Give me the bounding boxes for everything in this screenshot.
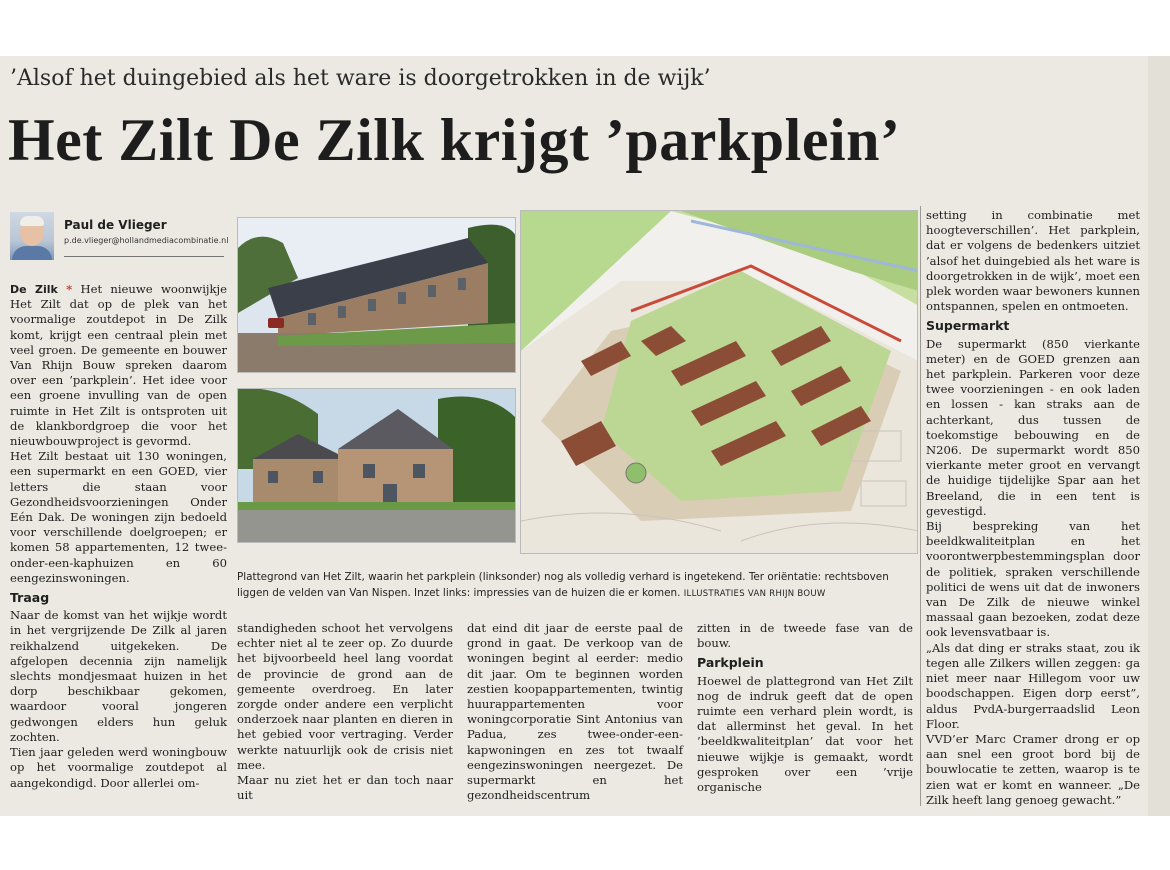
article-headline: Het Zilt De Zilk krijgt ’parkplein’ [8,107,901,173]
author-email: p.de.vlieger@hollandmediacombinatie.nl [64,236,229,245]
dateline-asterisk-icon: * [66,282,73,296]
paragraph: Maar nu ziet het er dan toch naar uit [237,773,453,803]
article-column-3 [467,621,683,803]
newspaper-page [0,56,1170,816]
paragraph: standigheden schoot het vervolgens echter niet al te zeer op. Zo duurde het bijvoorbeeld heel lang voordat de provincie de grond aan de gemeente overdroeg. En later zorgde onder andere een verplicht onderzoek naar planten en dieren in het gebied voor vertraging. Verder werkte natuurlijk ook de crisis niet mee. [237,621,453,772]
paragraph: zitten in de tweede fase van de bouw. [697,621,913,651]
paragraph: dat eind dit jaar de eerste paal de grond in gaat. De verkoop van de woningen begint al eerder: medio dit jaar. Om te beginnen worden zestien koopappartementen, twintig huurappartementen voor woningcorporatie Sint Antonius van Padua, zes twee-onder-een-kapwoningen en zes tot twaalf eengezinswoningen neergezet. De supermarkt en het gezondheidscentrum [467,621,683,803]
house-impression-photo-bottom [237,388,516,543]
paragraph: Het Zilt bestaat uit 130 woningen, een supermarkt en een GOED, vier letters die staan voor Gezondheidsvoorzieningen Onder Eén Dak. De woningen zijn bedoeld voor verschillende doelgroepen; er komen 58 appartementen, 12 twee-onder-een-kaphuizen en 60 eengezinswoningen. [10,449,227,585]
article-column-4 [697,621,913,795]
column-rule [920,206,921,806]
dateline: De Zilk [10,283,58,296]
paragraph: setting in combinatie met hoogteverschillen’. Het parkplein, dat er volgens de bedenkers uitziet ’alsof het duingebied als het ware is doorgetrokken in de wijk’, moet een plek worden waar bewoners kunnen ontspannen, spelen en ontmoeten. [926,208,1141,314]
paragraph: VVD’er Marc Cramer drong er op aan snel een groot bord bij de bouwlocatie te zetten, waarop is te zien wat er komt en wanneer. „De Zilk heeft lang genoeg gewacht.” [926,731,1140,807]
subheading-traag: Traag [10,590,50,606]
adjacent-page-edge [1148,56,1170,816]
paragraph: De supermarkt (850 vierkante meter) en de GOED grenzen aan het parkplein. Parkeren voor deze twee voorzieningen - en ook laden en lossen - kan straks aan de achterkant, dus tussen de toekomstige bebouwing en de N206. De supermarkt wordt 850 vierkante meter groot en vervangt de huidige tijdelijke Spar aan het Breeland, die in een tent is gevestigd. [926,336,1140,518]
figure-caption [237,570,917,602]
article-kicker: ’Alsof het duingebied als het ware is doorgetrokken in de wijk’ [10,66,711,91]
subheading-supermarkt: Supermarkt [926,318,1010,334]
paragraph: Hoewel de plattegrond van Het Zilt nog de indruk geeft dat de open ruimte een verhard plein wordt, is dat allerminst het geval. In het ’beeldkwaliteitplan’ dat voor het nieuwe wijkje is gemaakt, wordt gesproken over een ’vrije organische [697,673,913,795]
subheading-parkplein: Parkplein [697,655,764,671]
site-plan-map [520,210,918,554]
article-column-1 [10,282,227,791]
author-name: Paul de Vlieger [64,218,167,232]
article-column-5 [926,208,1140,808]
photo-credit: ILLUSTRATIES VAN RHIJN BOUW [683,588,826,599]
paragraph: Tien jaar geleden werd woningbouw op het voormalige zoutdepot al aangekondigd. Door allerlei om- [10,745,227,790]
article-column-2 [237,621,453,803]
paragraph: Naar de komst van het wijkje wordt in het vergrijzende De Zilk al jaren reikhalzend uitgekeken. De afgelopen decennia zijn namelijk slechts mondjesmaat huizen in het dorp beschikbaar gekomen, waardoor vooral jongeren gedwongen elders hun geluk zochten. [10,608,227,744]
byline-divider [64,256,224,257]
paragraph: Bij bespreking van het beeldkwaliteitplan en het voorontwerpbestemmingsplan door de politiek, spraken verschillende politici de wens uit dat de inwoners van De Zilk de nieuwe winkel massaal gaan bezoeken, zodat deze ook levensvatbaar is. [926,519,1140,640]
author-avatar [10,212,54,260]
caption-text: Plattegrond van Het Zilt, waarin het parkplein (linksonder) nog als volledig verhard is ingetekend. Ter oriëntatie: rechtsboven liggen de velden van Van Nispen. Inzet links: impressies van de huizen die er komen. [237,571,889,599]
paragraph-text: Het nieuwe woonwijkje Het Zilt dat op de plek van het voormalige zoutdepot in De Zilk komt, krijgt een centraal plein met veel groen. De gemeente en bouwer Van Rhijn Bouw spreken daarom over een ’parkplein’. Het idee voor een groene invulling van de open ruimte in Het Zilt is ontsproten uit de klankbordgroep die voor het nieuwbouwproject is gevormd. [10,282,228,449]
house-impression-photo-top [237,217,516,373]
lead-paragraph [10,282,227,449]
byline [10,212,229,260]
paragraph: „Als dat ding er straks staat, zou ik tegen alle Zilkers willen zeggen: ga niet meer naar Hillegom voor uw boodschappen. Eigen dorp eerst”, aldus PvdA-burgerraadslid Leon Floor. [926,640,1140,731]
